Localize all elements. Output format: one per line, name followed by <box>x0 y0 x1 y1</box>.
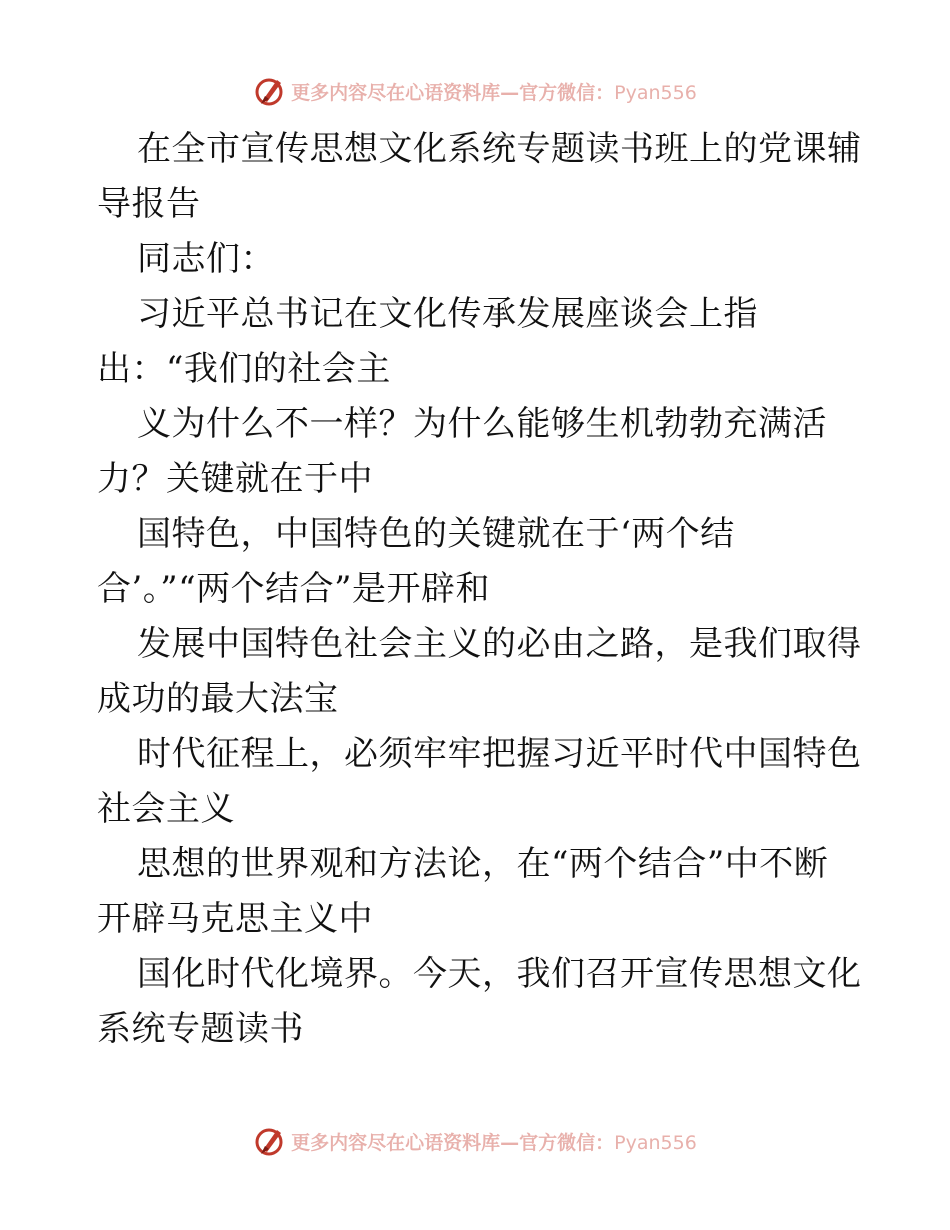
text-line: 发展中国特色社会主义的必由之路，是我们取得 <box>137 624 862 664</box>
document-body <box>97 122 862 1057</box>
text-line: 力？关键就在于中 <box>97 459 373 499</box>
text-line: 义为什么不一样？为什么能够生机勃勃充满活 <box>137 404 827 444</box>
text-line: 合’。”“两个结合”是开辟和 <box>97 569 490 609</box>
text-line: 同志们： <box>137 239 275 279</box>
quill-pen-logo-icon <box>253 74 287 108</box>
footer-banner-label: 更多内容尽在心语资料库—官方微信： <box>291 1131 615 1154</box>
header-banner <box>0 71 950 111</box>
footer-banner-text <box>291 1128 697 1155</box>
header-banner-label: 更多内容尽在心语资料库—官方微信： <box>291 81 615 104</box>
text-line: 思想的世界观和方法论，在“两个结合”中不断 <box>137 844 829 884</box>
header-banner-text <box>291 78 697 105</box>
footer-banner-handle: Pyan556 <box>614 1131 697 1154</box>
text-line: 时代征程上，必须牢牢把握习近平时代中国特色 <box>137 734 862 774</box>
text-line: 出：“我们的社会主 <box>97 349 391 389</box>
text-line: 系统专题读书 <box>97 1009 304 1049</box>
header-banner-handle: Pyan556 <box>614 81 697 104</box>
footer-banner <box>0 1121 950 1161</box>
text-line: 开辟马克思主义中 <box>97 899 373 939</box>
quill-pen-logo-icon <box>253 1124 287 1158</box>
text-line: 习近平总书记在文化传承发展座谈会上指 <box>137 294 758 334</box>
text-line: 社会主义 <box>97 789 235 829</box>
text-line: 国化时代化境界。今天，我们召开宣传思想文化 <box>137 954 862 994</box>
text-line: 导报告 <box>97 184 201 224</box>
text-line: 国特色，中国特色的关键就在于‘两个结 <box>137 514 735 554</box>
text-line: 在全市宣传思想文化系统专题读书班上的党课辅 <box>137 129 862 169</box>
text-line: 成功的最大法宝 <box>97 679 339 719</box>
